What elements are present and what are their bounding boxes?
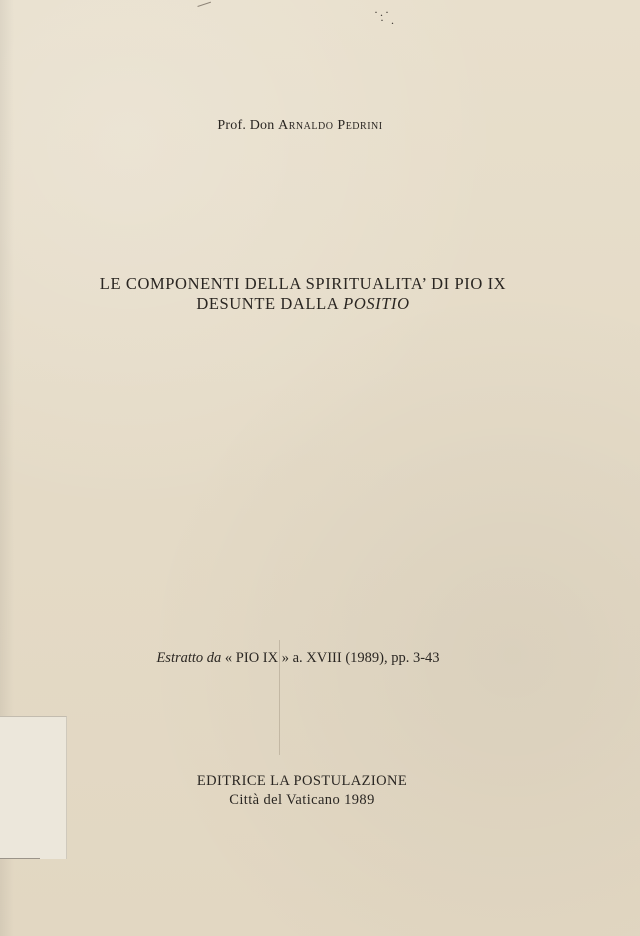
title-line-2-italic: POSITIO [343, 294, 410, 313]
author-name: Arnaldo Pedrini [278, 118, 383, 133]
extract-italic: Estratto da [156, 650, 222, 666]
publisher-block [0, 772, 604, 810]
corner-mark [195, 0, 211, 7]
author-line [0, 118, 600, 134]
label-underline [0, 858, 40, 859]
speckle-mark: ·.· [374, 5, 391, 19]
speckle-mark: · . [380, 13, 396, 27]
title-line-2-prefix: DESUNTE DALLA [196, 294, 339, 313]
publisher-place-year: Città del Vaticano 1989 [229, 792, 375, 808]
title-line-1: LE COMPONENTI DELLA SPIRITUALITA’ DI PIO IX [99, 274, 507, 293]
extract-source: « PIO IX » a. XVIII (1989), pp. 3-43 [224, 650, 440, 666]
author-prefix: Prof. Don [217, 118, 275, 133]
extract-note [0, 650, 596, 667]
title-line-2 [0, 294, 606, 314]
publisher-name: EDITRICE LA POSTULAZIONE [196, 773, 408, 789]
document-title [0, 274, 606, 314]
